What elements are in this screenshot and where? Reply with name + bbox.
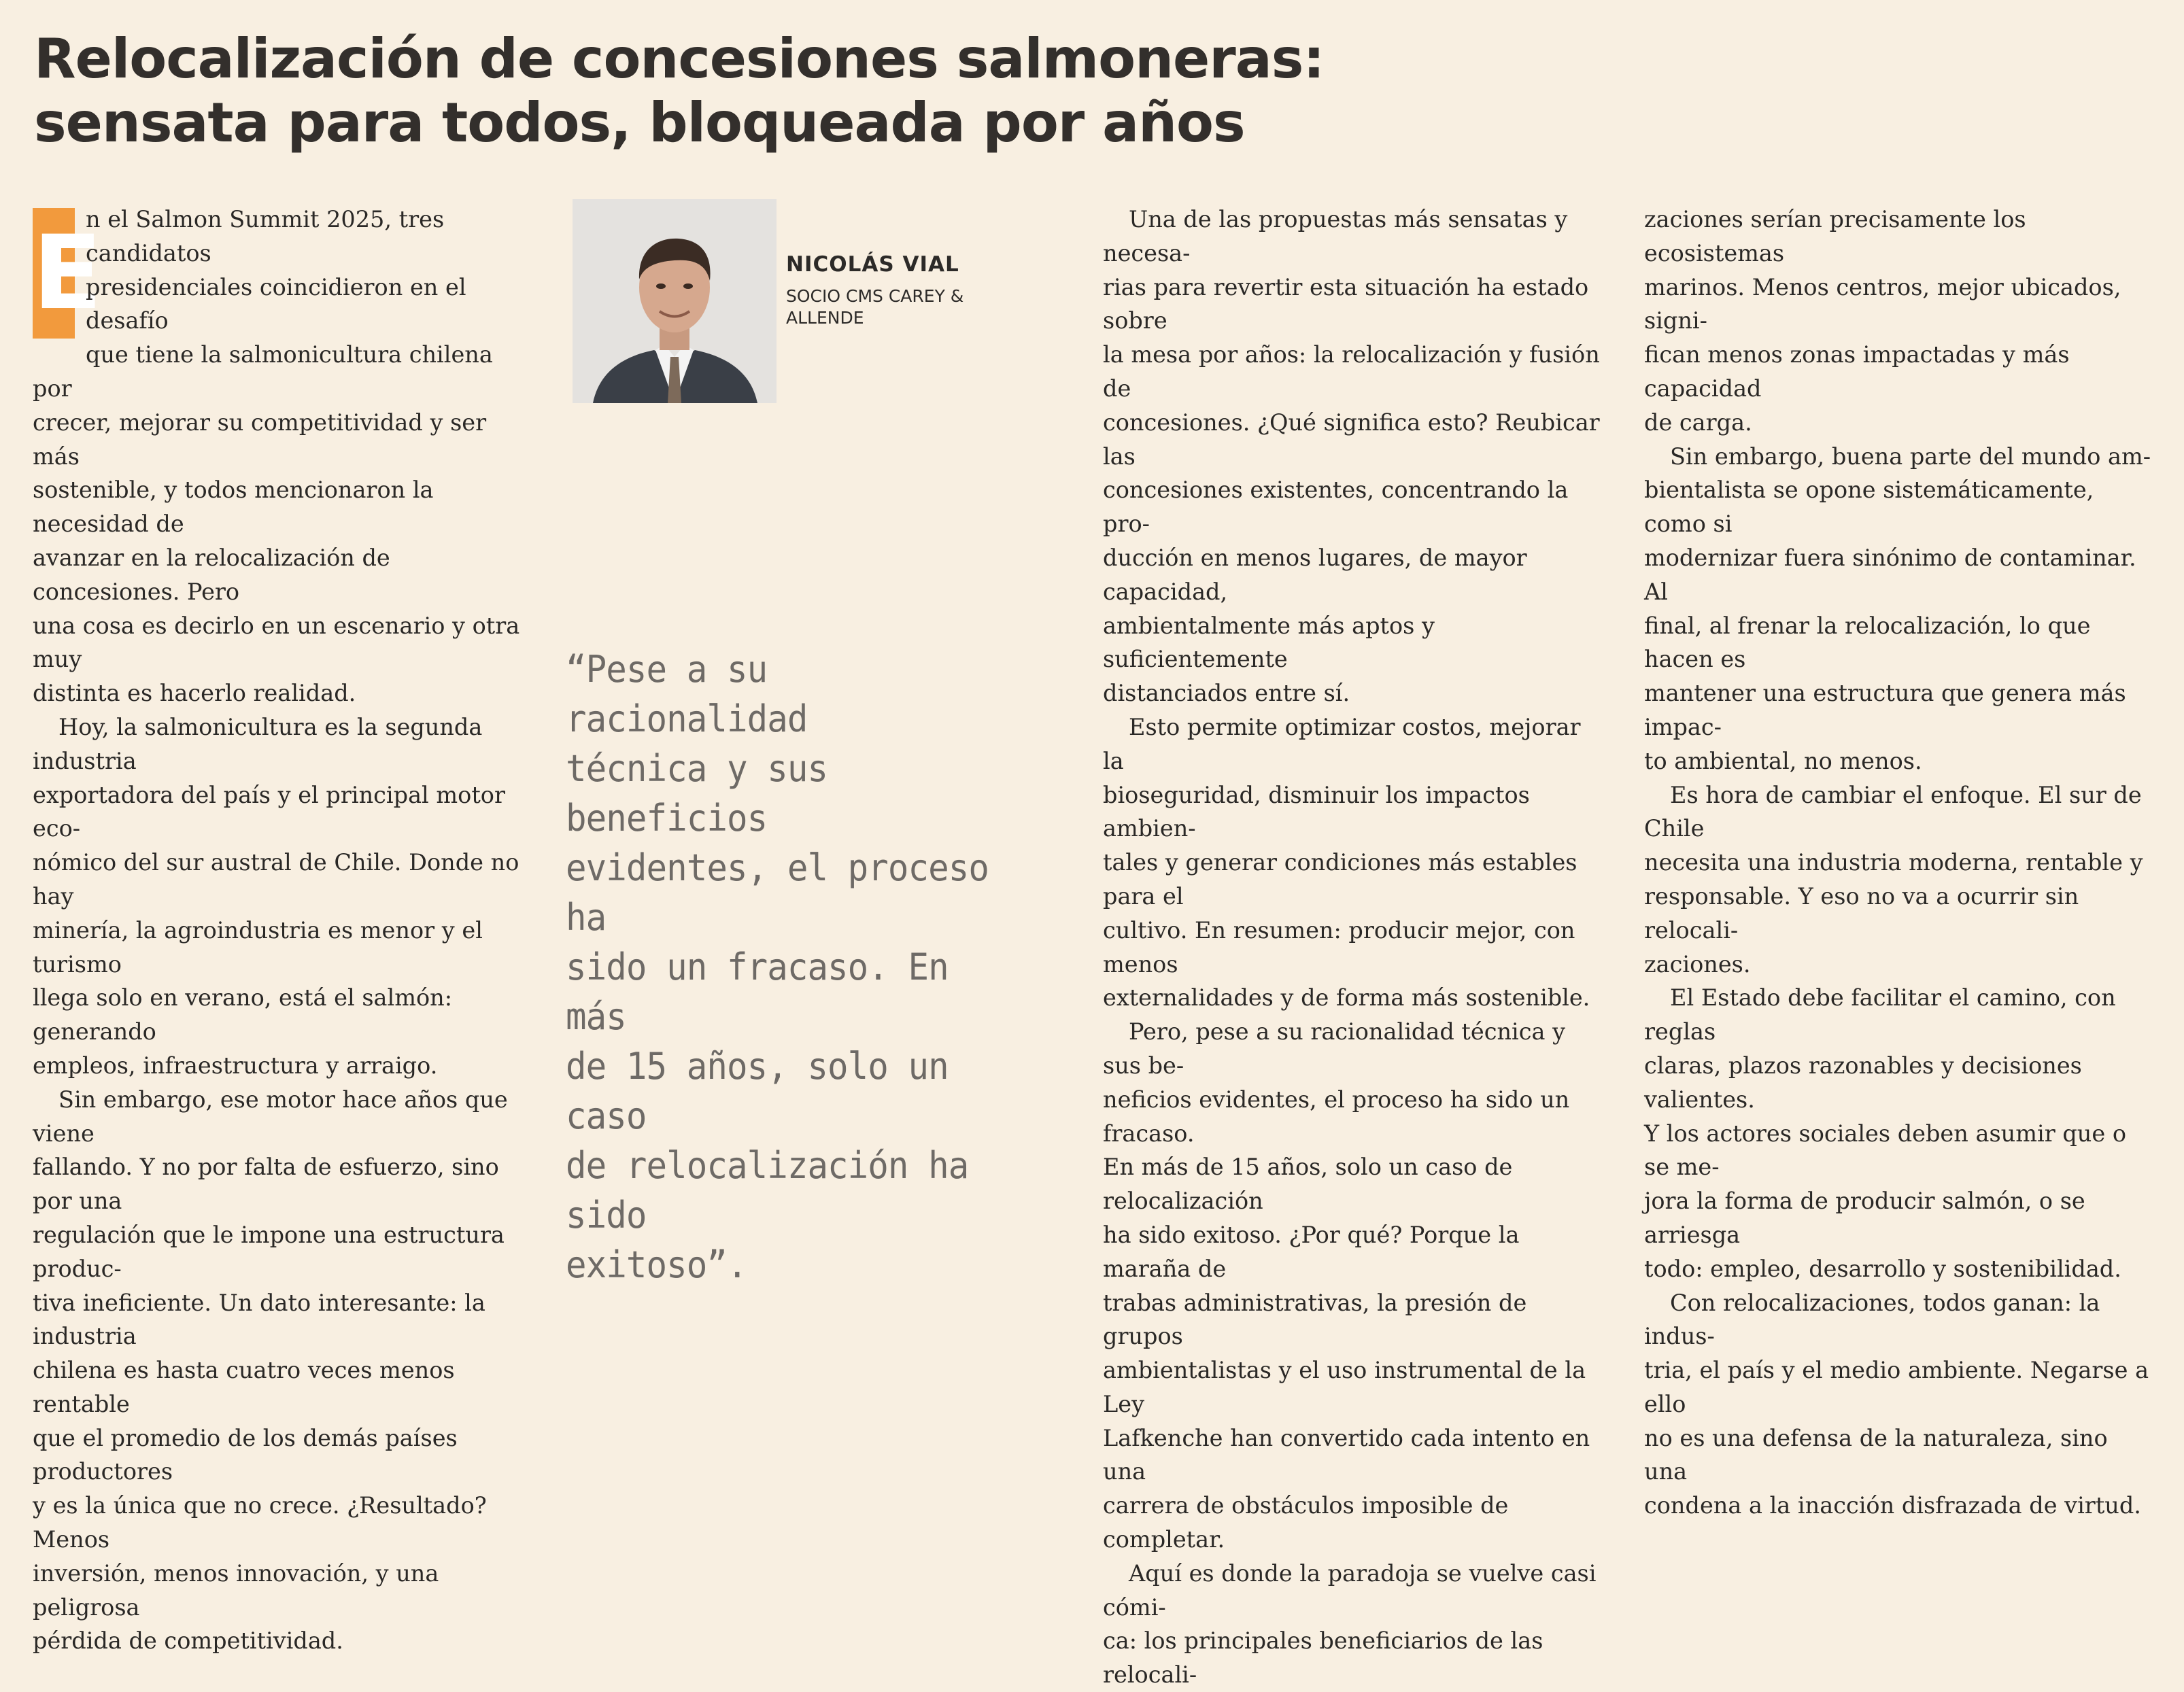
article-column-3	[1103, 203, 1606, 1692]
paragraph: Hoy, la salmonicultura es la segunda industria exportadora del país y el principal motor eco- nómico del sur austral de Chile. Donde no hay minería, la agroindustria es menor y el turismo llega solo en verano, está el salmón: generando empleos, infraestructura y arraigo.	[33, 713, 519, 1079]
headline-line-1: Relocalización de concesiones salmoneras:	[34, 27, 1325, 90]
author-portrait-image	[573, 199, 777, 403]
author-photo	[573, 199, 777, 403]
paragraph: Es hora de cambiar el enfoque. El sur de Chile necesita una industria moderna, rentable y responsable. Y eso no va a ocurrir sin relocali- zaciones.	[1644, 781, 2143, 978]
paragraph: Pero, pese a su racionalidad técnica y sus be- neficios evidentes, el proceso ha sido un fracaso. En más de 15 años, solo un caso de relocalización ha sido exitoso. ¿Por qué? Porque la maraña de trabas administrativas, la presión de grupos ambientalistas y el uso instrumental de la Ley Lafkenche han convertido cada intento en una carrera de obstáculos imposible de completar.	[1103, 1018, 1590, 1553]
paragraph	[33, 203, 536, 710]
article-column-4	[1644, 203, 2153, 1523]
paragraph: Con relocalizaciones, todos ganan: la indus- tria, el país y el medio ambiente. Negarse a ello no es una defensa de la naturaleza, sino una condena a la inacción disfrazada de virtud.	[1644, 1289, 2149, 1519]
paragraph: Esto permite optimizar costos, mejorar la bioseguridad, disminuir los impactos ambien- tales y generar condiciones más estables para el cultivo. En resumen: producir mejor, con menos externalidades y de forma más sostenible.	[1103, 713, 1590, 1012]
paragraph-text: n el Salmon Summit 2025, tres candidatos presidenciales coincidieron en el desafío que tiene la salmonicultura chilena por crecer, mejorar su competitividad y ser más sostenible, y todos mencionaron la necesidad de avanzar en la relocalización de concesiones. Pero una cosa es decirlo en un escenario y otra muy distinta es hacerlo realidad.	[33, 206, 520, 707]
author-role: SOCIO CMS CAREY & ALLENDE	[786, 286, 964, 328]
headline	[34, 27, 1325, 155]
paragraph: Sin embargo, buena parte del mundo am- bientalista se opone sistemáticamente, como si modernizar fuera sinónimo de contaminar. Al final, al frenar la relocalización, lo que hacen es mantener una estructura que genera más impac- to ambiental, no menos.	[1644, 443, 2151, 774]
paragraph: Aquí es donde la paradoja se vuelve casi cómi- ca: los principales beneficiarios de las relocali-	[1103, 1559, 1597, 1689]
paragraph: El Estado debe facilitar el camino, con reglas claras, plazos razonables y decisiones valientes. Y los actores sociales deben asumir que o se me- jora la forma de producir salmón, o se arriesga todo: empleo, desarrollo y sostenibilidad.	[1644, 984, 2127, 1282]
drop-cap: E	[33, 208, 75, 339]
pull-quote: “Pese a su racionalidad técnica y sus beneficios evidentes, el proceso ha sido un fracaso. En más de 15 años, solo un caso de relocalización ha sido exitoso”.	[566, 648, 989, 1286]
author-name: NICOLÁS VIAL	[786, 252, 959, 277]
headline-line-2: sensata para todos, bloqueada por años	[34, 91, 1245, 154]
paragraph: zaciones serían precisamente los ecosistemas marinos. Menos centros, mejor ubicados, signi- fican menos zonas impactadas y más capacidad de carga.	[1644, 206, 2121, 436]
paragraph: Sin embargo, ese motor hace años que viene fallando. Y no por falta de esfuerzo, sino por una regulación que le impone una estructura produc- tiva ineficiente. Un dato interesante: la industria chilena es hasta cuatro veces menos rentable que el promedio de los demás países productores y es la única que no crece. ¿Resultado? Menos inversión, menos innovación, y una peligrosa pérdida de competitividad.	[33, 1086, 508, 1655]
article-column-1	[33, 203, 536, 1658]
paragraph: Una de las propuestas más sensatas y necesa- rias para revertir esta situación ha estado sobre la mesa por años: la relocalización y fusión de concesiones. ¿Qué significa esto? Reubicar las concesiones existentes, concentrando la pro- ducción en menos lugares, de mayor capacidad, ambientalmente más aptos y suficientemente distanciados entre sí.	[1103, 206, 1600, 707]
